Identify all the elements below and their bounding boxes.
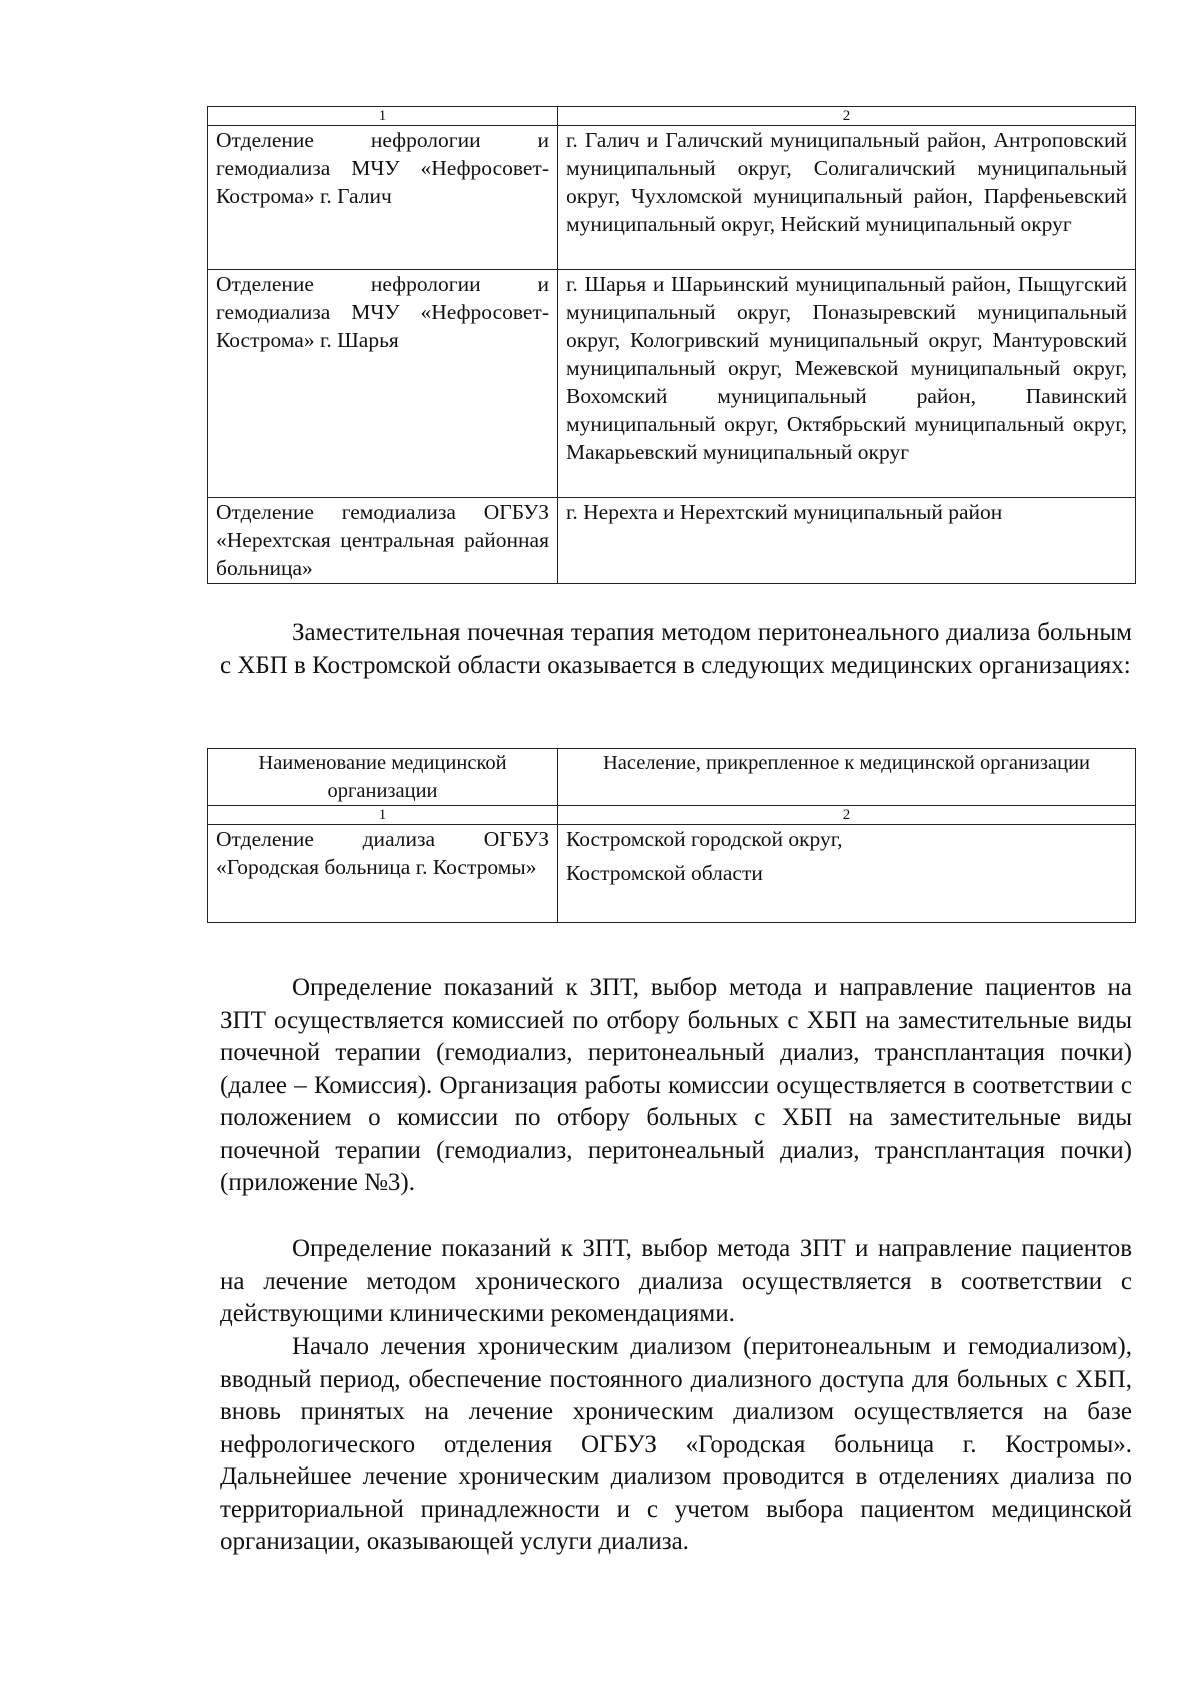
population-line: Костромской области bbox=[566, 861, 763, 885]
organization-cell: Отделение нефрологии и гемодиализа МЧУ «Нефросовет-Кострома» г. Галич bbox=[208, 126, 558, 270]
table-header-row bbox=[208, 749, 1136, 806]
population-cell: г. Нерехта и Нерехтский муниципальный район bbox=[558, 498, 1136, 584]
body-paragraph: Определение показаний к ЗПТ, выбор метода и направление пациентов на ЗПТ осуществляется комиссией по отбору больных с ХБП на заместительные виды почечной терапии (гемодиализ, перитонеальный диализ, трансплантация почки) (далее – Комиссия). Организация работы комиссии осуществляется в соответствии с положением о комиссии по отбору больных с ХБП на заместительные виды почечной терапии (гемодиализ, перитонеальный диализ, трансплантация почки) (приложение №3). bbox=[220, 974, 1132, 1196]
column-number-2: 2 bbox=[558, 806, 1136, 825]
table-row bbox=[208, 126, 1136, 270]
table-row bbox=[208, 825, 1136, 923]
column-number-2: 2 bbox=[558, 107, 1136, 126]
dialysis-departments-table bbox=[207, 106, 1136, 584]
organization-cell: Отделение диализа ОГБУЗ «Городская больница г. Костромы» bbox=[208, 825, 558, 923]
body-paragraph: Начало лечения хроническим диализом (перитонеальным и гемодиализом), вводный период, обеспечение постоянного диализного доступа для больных с ХБП, вновь принятых на лечение хроническим диализом осуществляется на базе нефрологического отделения ОГБУЗ «Городская больница г. Костромы». Дальнейшее лечение хроническим диализом проводится в отделениях диализа по территориальной принадлежности и с учетом выбора пациентом медицинской организации, оказывающей услуги диализа. bbox=[220, 1333, 1132, 1555]
table-row bbox=[208, 498, 1136, 584]
population-cell: г. Шарья и Шарьинский муниципальный район, Пыщугский муниципальный округ, Поназыревский муниципальный округ, Кологривский муниципальный округ, Мантуровский муниципальный округ, Межевской муниципальный округ, Вохомский муниципальный район, Павинский муниципальный округ, Октябрьский муниципальный округ, Макарьевский муниципальный округ bbox=[558, 270, 1136, 498]
column-number-1: 1 bbox=[208, 806, 558, 825]
table-row bbox=[208, 270, 1136, 498]
column-number-1: 1 bbox=[208, 107, 558, 126]
organization-cell: Отделение нефрологии и гемодиализа МЧУ «Нефросовет-Кострома» г. Шарья bbox=[208, 270, 558, 498]
table-number-row bbox=[208, 806, 1136, 825]
population-cell bbox=[558, 825, 1136, 923]
intro-paragraph: Заместительная почечная терапия методом перитонеального диализа больным с ХБП в Костромской области оказывается в следующих медицинских организациях: bbox=[220, 619, 1132, 679]
population-line: Костромской городской округ, bbox=[566, 827, 843, 851]
body-paragraph: Определение показаний к ЗПТ, выбор метода ЗПТ и направление пациентов на лечение методом хронического диализа осуществляется в соответствии с действующими клиническими рекомендациями. bbox=[220, 1235, 1132, 1327]
header-population: Население, прикрепленное к медицинской организации bbox=[558, 749, 1136, 806]
table-number-row bbox=[208, 107, 1136, 126]
peritoneal-dialysis-table bbox=[207, 748, 1136, 923]
population-cell: г. Галич и Галичский муниципальный район, Антроповский муниципальный округ, Солигаличский муниципальный округ, Чухломской муниципальный район, Парфеньевский муниципальный округ, Нейский муниципальный округ bbox=[558, 126, 1136, 270]
header-organization: Наименование медицинской организации bbox=[208, 749, 558, 806]
organization-cell: Отделение гемодиализа ОГБУЗ «Нерехтская центральная районная больница» bbox=[208, 498, 558, 584]
